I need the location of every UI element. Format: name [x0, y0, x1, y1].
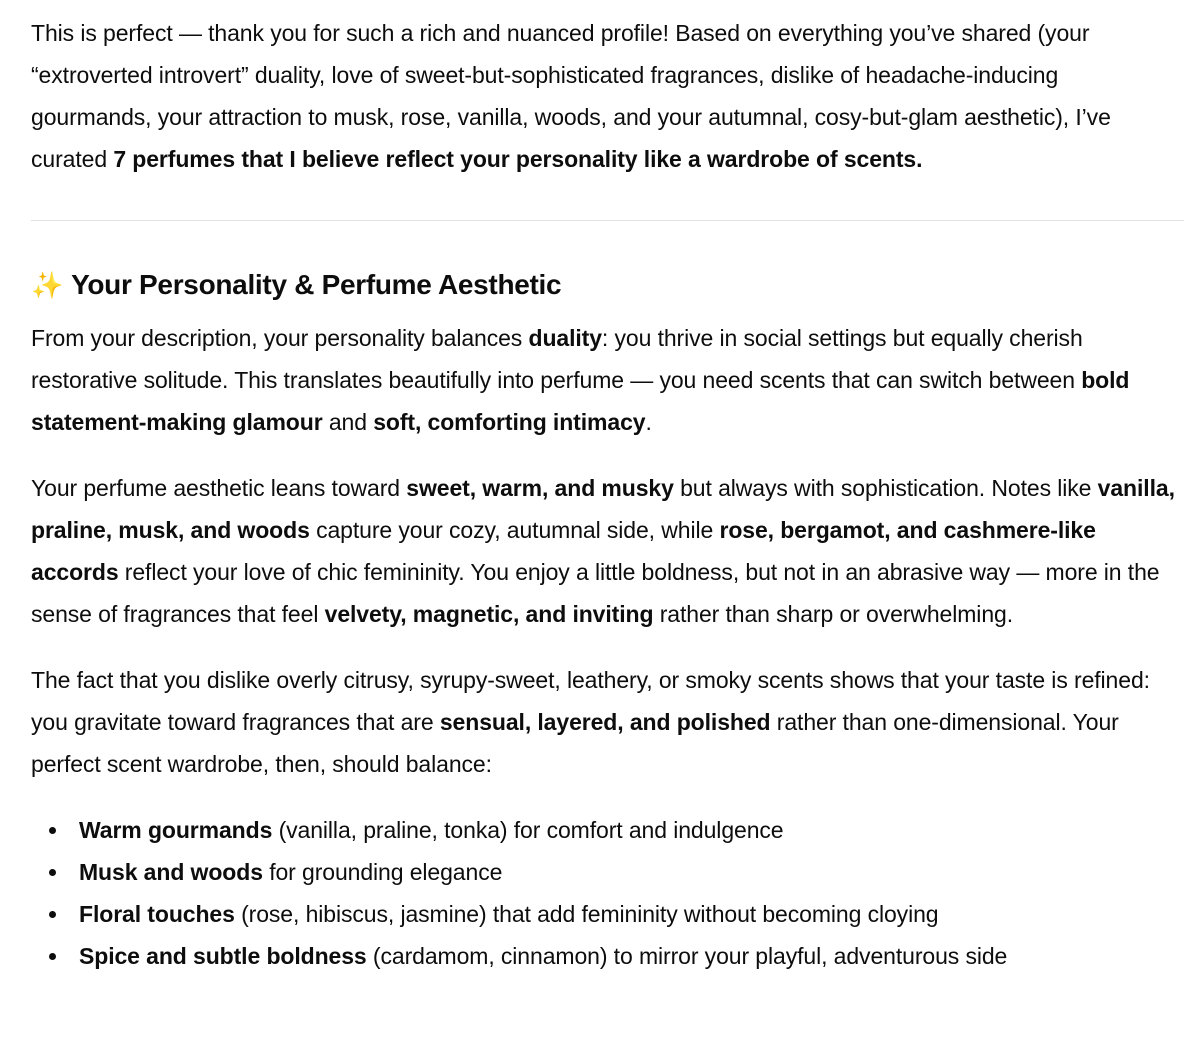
section-divider: [31, 220, 1184, 221]
aesthetic-paragraph: Your perfume aesthetic leans toward sweet, warm, and musky but always with sophistication. Notes like vanilla, praline, musk, and woods capture your cozy, autumnal side, while rose, bergamot, and cashmere-like accords reflect your love of chic femininity. You enjoy a little boldness, but not in an abrasive way — more in the sense of fragrances that feel velvety, magnetic, and inviting rather than sharp or overwhelming.: [31, 475, 1175, 627]
list-item: Spice and subtle boldness (cardamom, cinnamon) to mirror your playful, adventurous side: [79, 935, 1184, 977]
section-heading-text: Your Personality & Perfume Aesthetic: [71, 269, 562, 300]
scent-wardrobe-list: [31, 809, 1184, 977]
taste-paragraph: The fact that you dislike overly citrusy, syrupy-sweet, leathery, or smoky scents shows that your taste is refined: you gravitate toward fragrances that are sensual, layered, and polished rather than one-dimensional. Your perfect scent wardrobe, then, should balance:: [31, 667, 1150, 777]
list-item: Floral touches (rose, hibiscus, jasmine) that add femininity without becoming cloying: [79, 893, 1184, 935]
list-item: Warm gourmands (vanilla, praline, tonka) for comfort and indulgence: [79, 809, 1184, 851]
personality-paragraph: From your description, your personality balances duality: you thrive in social settings but equally cherish restorative solitude. This translates beautifully into perfume — you need scents that can switch between bold statement-making glamour and soft, comforting intimacy.: [31, 325, 1130, 435]
intro-text: This is perfect — thank you for such a rich and nuanced profile! Based on everything you’ve shared (your “extroverted introvert” duality, love of sweet-but-sophisticated fragrances, dislike of headache-inducing gourmands, your attraction to musk, rose, vanilla, woods, and your autumnal, cosy-but-glam aesthetic), I’ve curated: [31, 20, 1111, 172]
intro-paragraph: [31, 12, 1184, 180]
intro-bold-text: 7 perfumes that I believe reflect your personality like a wardrobe of scents.: [113, 146, 923, 172]
sparkles-icon: ✨: [31, 270, 64, 300]
section-heading: [31, 261, 1184, 309]
list-item: Musk and woods for grounding elegance: [79, 851, 1184, 893]
